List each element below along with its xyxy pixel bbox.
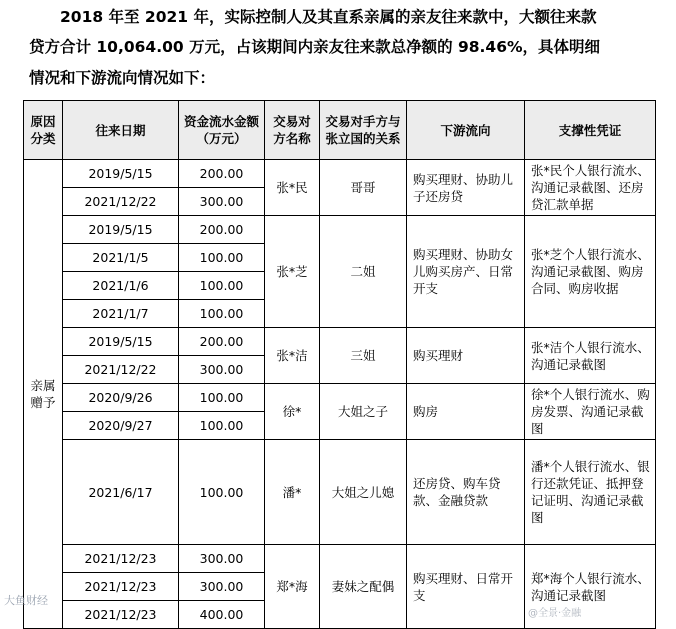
amount-cell: 200.00 <box>179 328 265 356</box>
intro-line-1: 2018 年至 2021 年，实际控制人及其直系亲属的亲友往来款中，大额往来款 <box>60 8 597 26</box>
flow-cell: 购买理财、协助儿子还房贷 <box>407 160 525 216</box>
date-cell: 2020/9/26 <box>63 384 179 412</box>
table-row <box>24 216 656 244</box>
table-row <box>24 545 656 573</box>
relation-cell: 二姐 <box>320 216 407 328</box>
table-row <box>24 440 656 545</box>
flow-cell: 购买理财 <box>407 328 525 384</box>
evidence-cell: 徐*个人银行流水、购房发票、沟通记录截图 <box>525 384 656 440</box>
table-body <box>24 160 656 629</box>
intro-line-3: 情况和下游流向情况如下： <box>29 69 216 87</box>
evidence-cell: 张*民个人银行流水、沟通记录截图、还房贷汇款单据 <box>525 160 656 216</box>
amount-cell: 100.00 <box>179 384 265 412</box>
counterparty-cell: 张*芝 <box>265 216 320 328</box>
evidence-cell: 张*洁个人银行流水、沟通记录截图 <box>525 328 656 384</box>
amount-cell: 100.00 <box>179 412 265 440</box>
table-row <box>24 328 656 356</box>
counterparty-cell: 徐* <box>265 384 320 440</box>
date-cell: 2019/5/15 <box>63 328 179 356</box>
date-cell: 2020/9/27 <box>63 412 179 440</box>
amount-cell: 100.00 <box>179 272 265 300</box>
date-cell: 2021/12/23 <box>63 545 179 573</box>
header-reason: 原因分类 <box>24 101 63 160</box>
counterparty-cell: 张*洁 <box>265 328 320 384</box>
flow-cell: 还房贷、购车贷款、金融贷款 <box>407 440 525 545</box>
header-counterparty: 交易对方名称 <box>265 101 320 160</box>
date-cell: 2021/1/7 <box>63 300 179 328</box>
flow-cell: 购买理财、日常开支 <box>407 545 525 629</box>
amount-cell: 400.00 <box>179 601 265 629</box>
counterparty-cell: 郑*海 <box>265 545 320 629</box>
evidence-cell: 张*芝个人银行流水、沟通记录截图、购房合同、购房收据 <box>525 216 656 328</box>
header-evidence: 支撑性凭证 <box>525 101 656 160</box>
amount-cell: 200.00 <box>179 216 265 244</box>
amount-cell: 300.00 <box>179 356 265 384</box>
date-cell: 2019/5/15 <box>63 216 179 244</box>
watermark: 大鱼财经 <box>4 594 48 607</box>
date-cell: 2019/5/15 <box>63 160 179 188</box>
date-cell: 2021/12/22 <box>63 188 179 216</box>
header-date: 往来日期 <box>63 101 179 160</box>
category-cell: 亲属赠予 <box>24 160 63 629</box>
amount-cell: 300.00 <box>179 545 265 573</box>
date-cell: 2021/1/5 <box>63 244 179 272</box>
flow-cell: 购买理财、协助女儿购买房产、日常开支 <box>407 216 525 328</box>
relation-cell: 哥哥 <box>320 160 407 216</box>
transfer-detail-table <box>23 100 656 629</box>
relation-cell: 三姐 <box>320 328 407 384</box>
date-cell: 2021/1/6 <box>63 272 179 300</box>
table-row <box>24 384 656 412</box>
amount-cell: 100.00 <box>179 300 265 328</box>
counterparty-cell: 张*民 <box>265 160 320 216</box>
date-cell: 2021/12/22 <box>63 356 179 384</box>
amount-cell: 200.00 <box>179 160 265 188</box>
evidence-cell: 潘*个人银行流水、银行还款凭证、抵押登记证明、沟通记录截图 <box>525 440 656 545</box>
date-cell: 2021/6/17 <box>63 440 179 545</box>
amount-cell: 100.00 <box>179 440 265 545</box>
watermark-secondary: @全景·金融 <box>528 608 582 619</box>
relation-cell: 大姐之子 <box>320 384 407 440</box>
header-amount: 资金流水金额（万元） <box>179 101 265 160</box>
relation-cell: 妻妹之配偶 <box>320 545 407 629</box>
table-row <box>24 160 656 188</box>
amount-cell: 100.00 <box>179 244 265 272</box>
evidence-cell: 郑*海个人银行流水、沟通记录截图 <box>525 545 656 629</box>
amount-cell: 300.00 <box>179 188 265 216</box>
flow-cell: 购房 <box>407 384 525 440</box>
header-relation: 交易对手方与张立国的关系 <box>320 101 407 160</box>
counterparty-cell: 潘* <box>265 440 320 545</box>
date-cell: 2021/12/23 <box>63 573 179 601</box>
amount-cell: 300.00 <box>179 573 265 601</box>
date-cell: 2021/12/23 <box>63 601 179 629</box>
header-flow: 下游流向 <box>407 101 525 160</box>
intro-line-2: 贷方合计 10,064.00 万元，占该期间内亲友往来款总净额的 98.46%，具体明细 <box>29 38 601 56</box>
table-header-row <box>24 101 656 160</box>
relation-cell: 大姐之儿媳 <box>320 440 407 545</box>
